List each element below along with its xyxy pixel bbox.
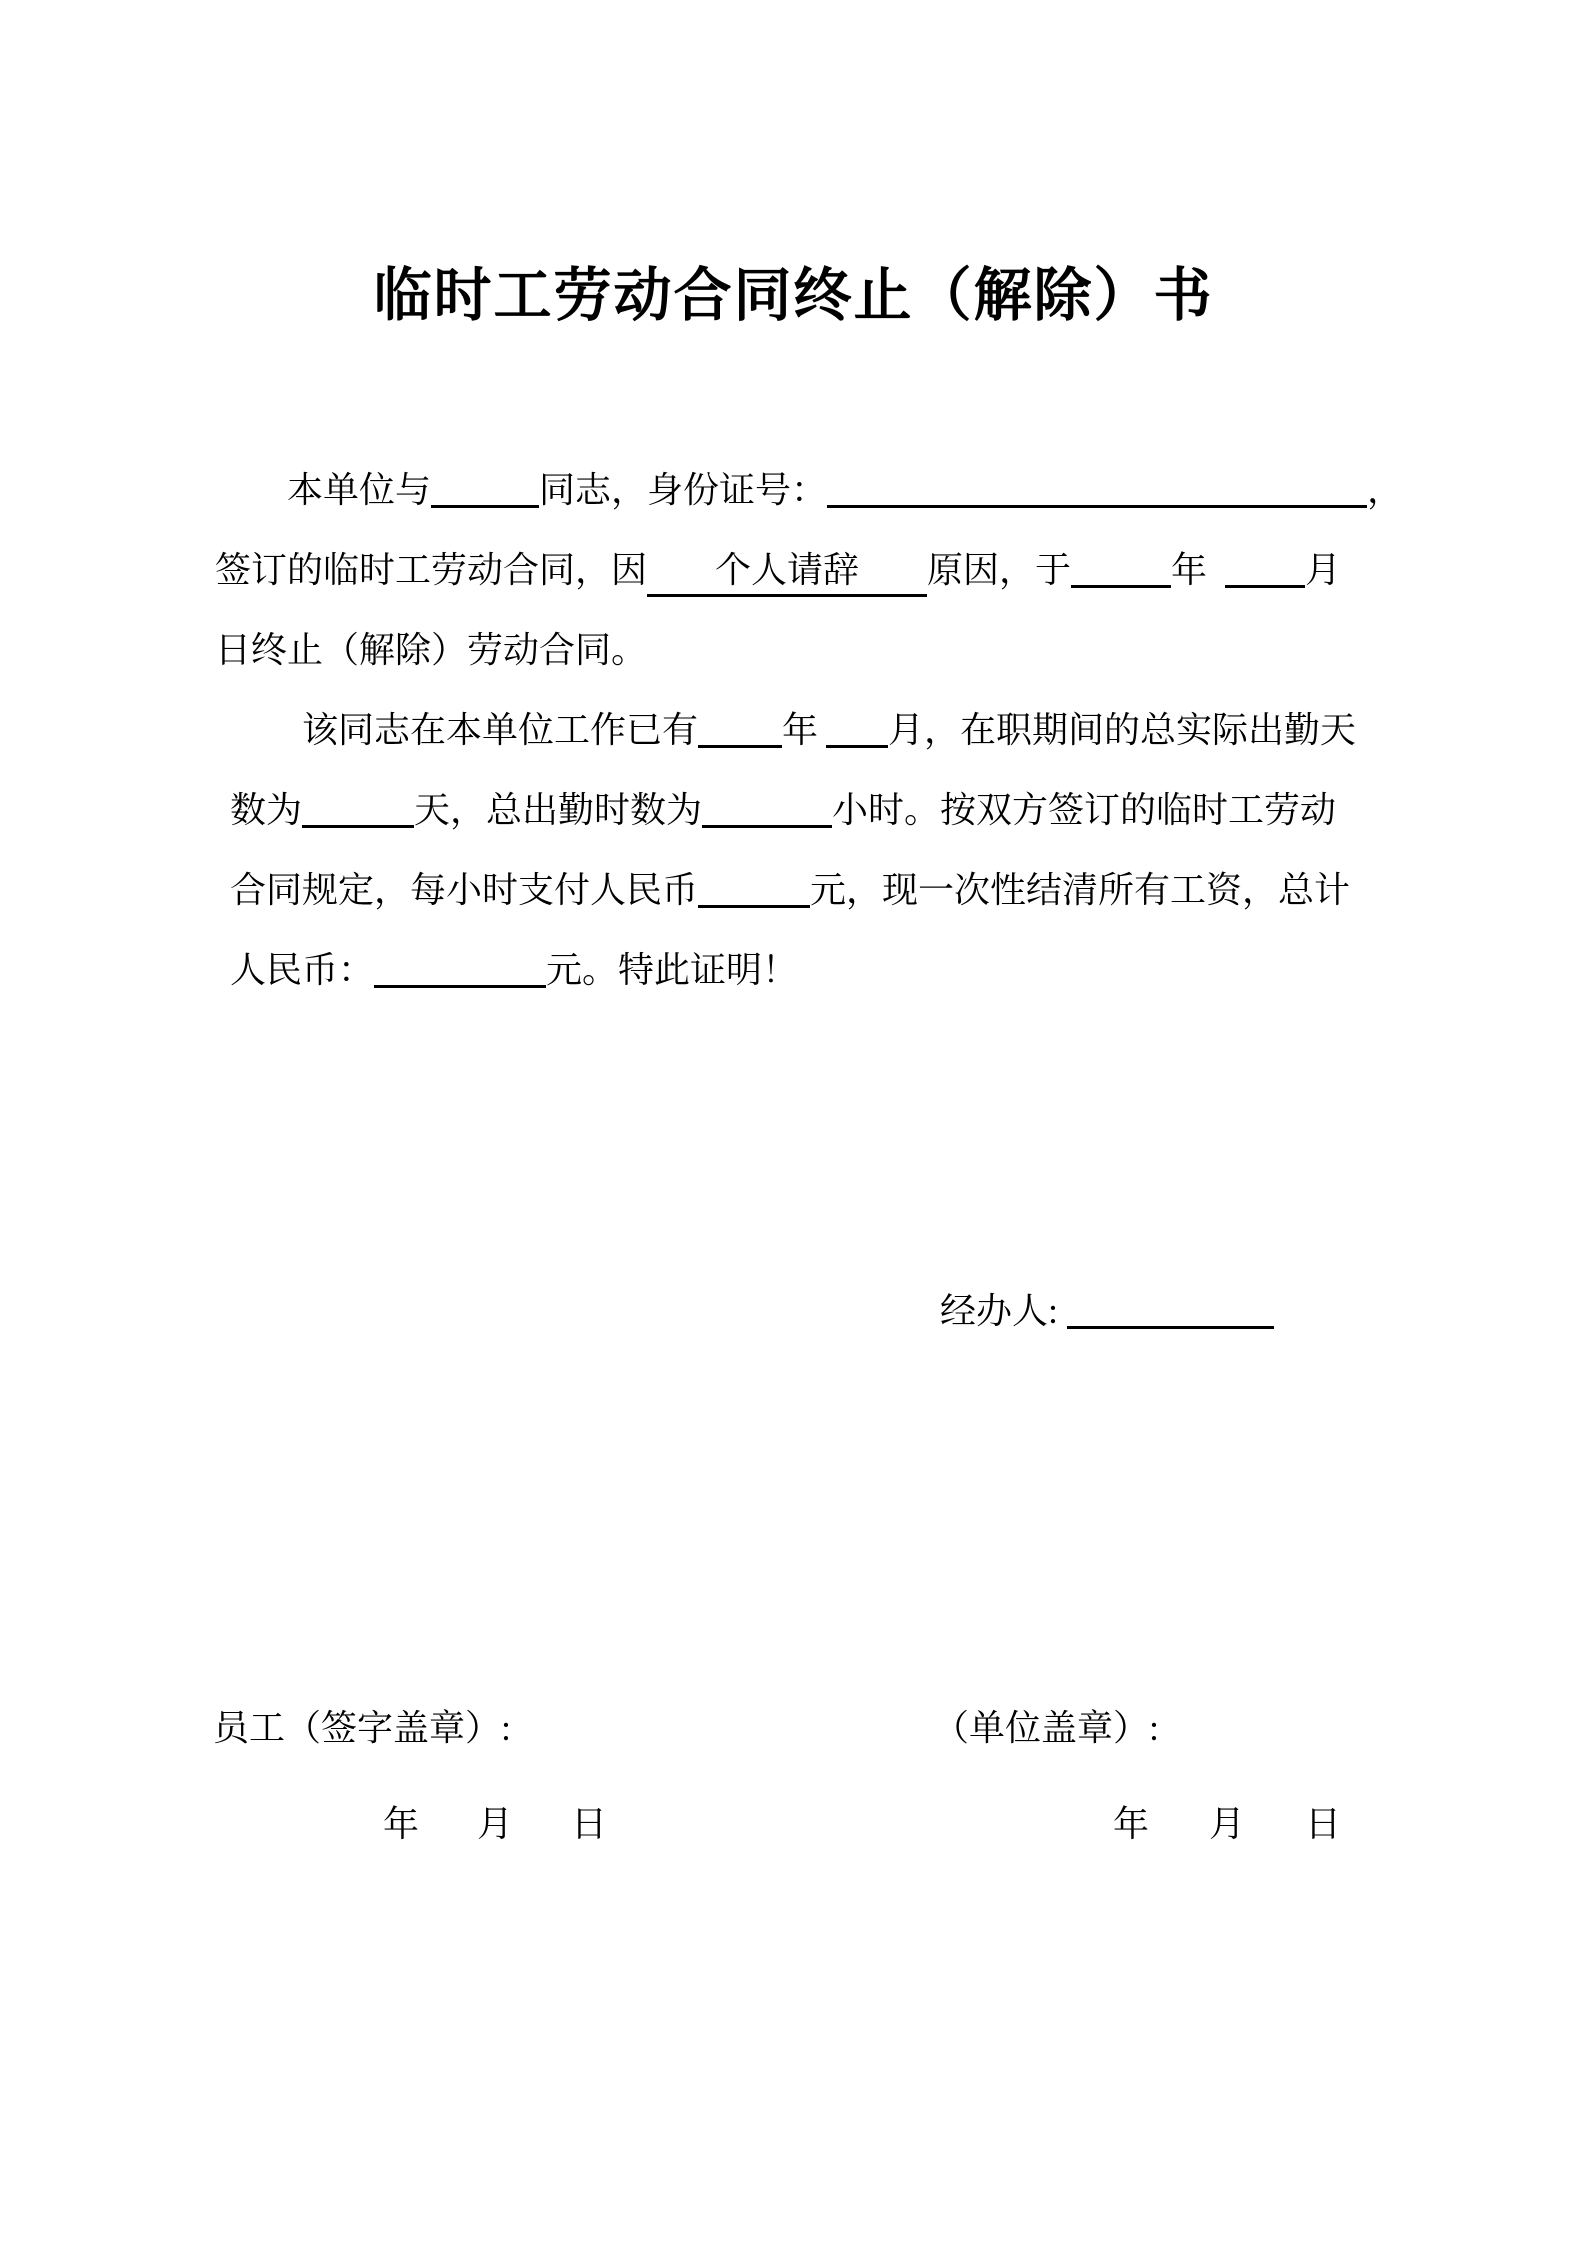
text-segment: 本单位与 — [287, 470, 432, 510]
blank-worked-months[interactable] — [826, 709, 888, 748]
document-title: 临时工劳动合同终止（解除）书 — [373, 263, 1214, 328]
blank-handler-name[interactable] — [1067, 1290, 1274, 1329]
text-segment: 原因，于 — [927, 550, 1072, 590]
paragraph1-line3 — [215, 610, 1415, 690]
text-segment: 人民币： — [230, 950, 375, 990]
blank-attendance-days[interactable] — [302, 789, 414, 828]
blank-worked-years[interactable] — [698, 709, 782, 748]
text-segment: 小时。按双方签订的临时工劳动 — [832, 790, 1337, 830]
employee-date-line — [383, 1796, 607, 1847]
document-body — [215, 450, 1415, 1010]
text-segment: 年 — [1171, 550, 1208, 590]
text-segment: 元，现一次性结清所有工资，总计 — [810, 870, 1351, 910]
blank-employee-name[interactable] — [431, 469, 539, 508]
company-signature-label: （单位盖章）: — [933, 1708, 1160, 1748]
text-segment: 月，在职期间的总实际出勤天 — [888, 710, 1357, 750]
blank-total-hours[interactable] — [702, 789, 832, 828]
paragraph1-line2 — [215, 530, 1415, 610]
text-segment: 数为 — [230, 790, 303, 830]
handler-block — [940, 1283, 1274, 1334]
text-segment: 同志，身份证号： — [539, 470, 828, 510]
date-month-label: 月 — [1209, 1804, 1246, 1844]
date-year-label: 年 — [1113, 1804, 1150, 1844]
date-month-label: 月 — [477, 1804, 514, 1844]
paragraph2-line1 — [230, 690, 1415, 770]
blank-hourly-rate[interactable] — [698, 869, 810, 908]
paragraph1-line1 — [215, 450, 1415, 530]
handler-label: 经办人: — [940, 1291, 1059, 1331]
text-segment: 合同规定，每小时支付人民币 — [230, 870, 699, 910]
paragraph2-line3 — [230, 850, 1415, 930]
text-segment: ， — [1367, 470, 1404, 510]
text-segment: 日终止（解除）劳动合同。 — [215, 630, 648, 670]
date-day-label: 日 — [1305, 1804, 1342, 1844]
text-segment: 天，总出勤时数为 — [414, 790, 703, 830]
blank-end-month[interactable] — [1225, 549, 1305, 588]
date-day-label: 日 — [571, 1804, 608, 1844]
text-segment: 年 — [782, 710, 819, 750]
blank-termination-reason[interactable]: 个人请辞 — [647, 547, 927, 597]
text-segment: 该同志在本单位工作已有 — [302, 710, 699, 750]
text-segment: 元。特此证明！ — [546, 950, 799, 990]
paragraph2-line4 — [230, 930, 1415, 1010]
employee-signature-label: 员工（签字盖章）: — [213, 1708, 512, 1748]
company-date-line — [1113, 1796, 1341, 1847]
blank-id-number[interactable] — [827, 469, 1367, 508]
paragraph2-line2 — [230, 770, 1415, 850]
blank-end-year[interactable] — [1071, 549, 1171, 588]
date-year-label: 年 — [383, 1804, 420, 1844]
blank-total-amount[interactable] — [374, 949, 546, 988]
text-segment: 月 — [1305, 550, 1342, 590]
text-segment: 签订的临时工劳动合同，因 — [215, 550, 648, 590]
